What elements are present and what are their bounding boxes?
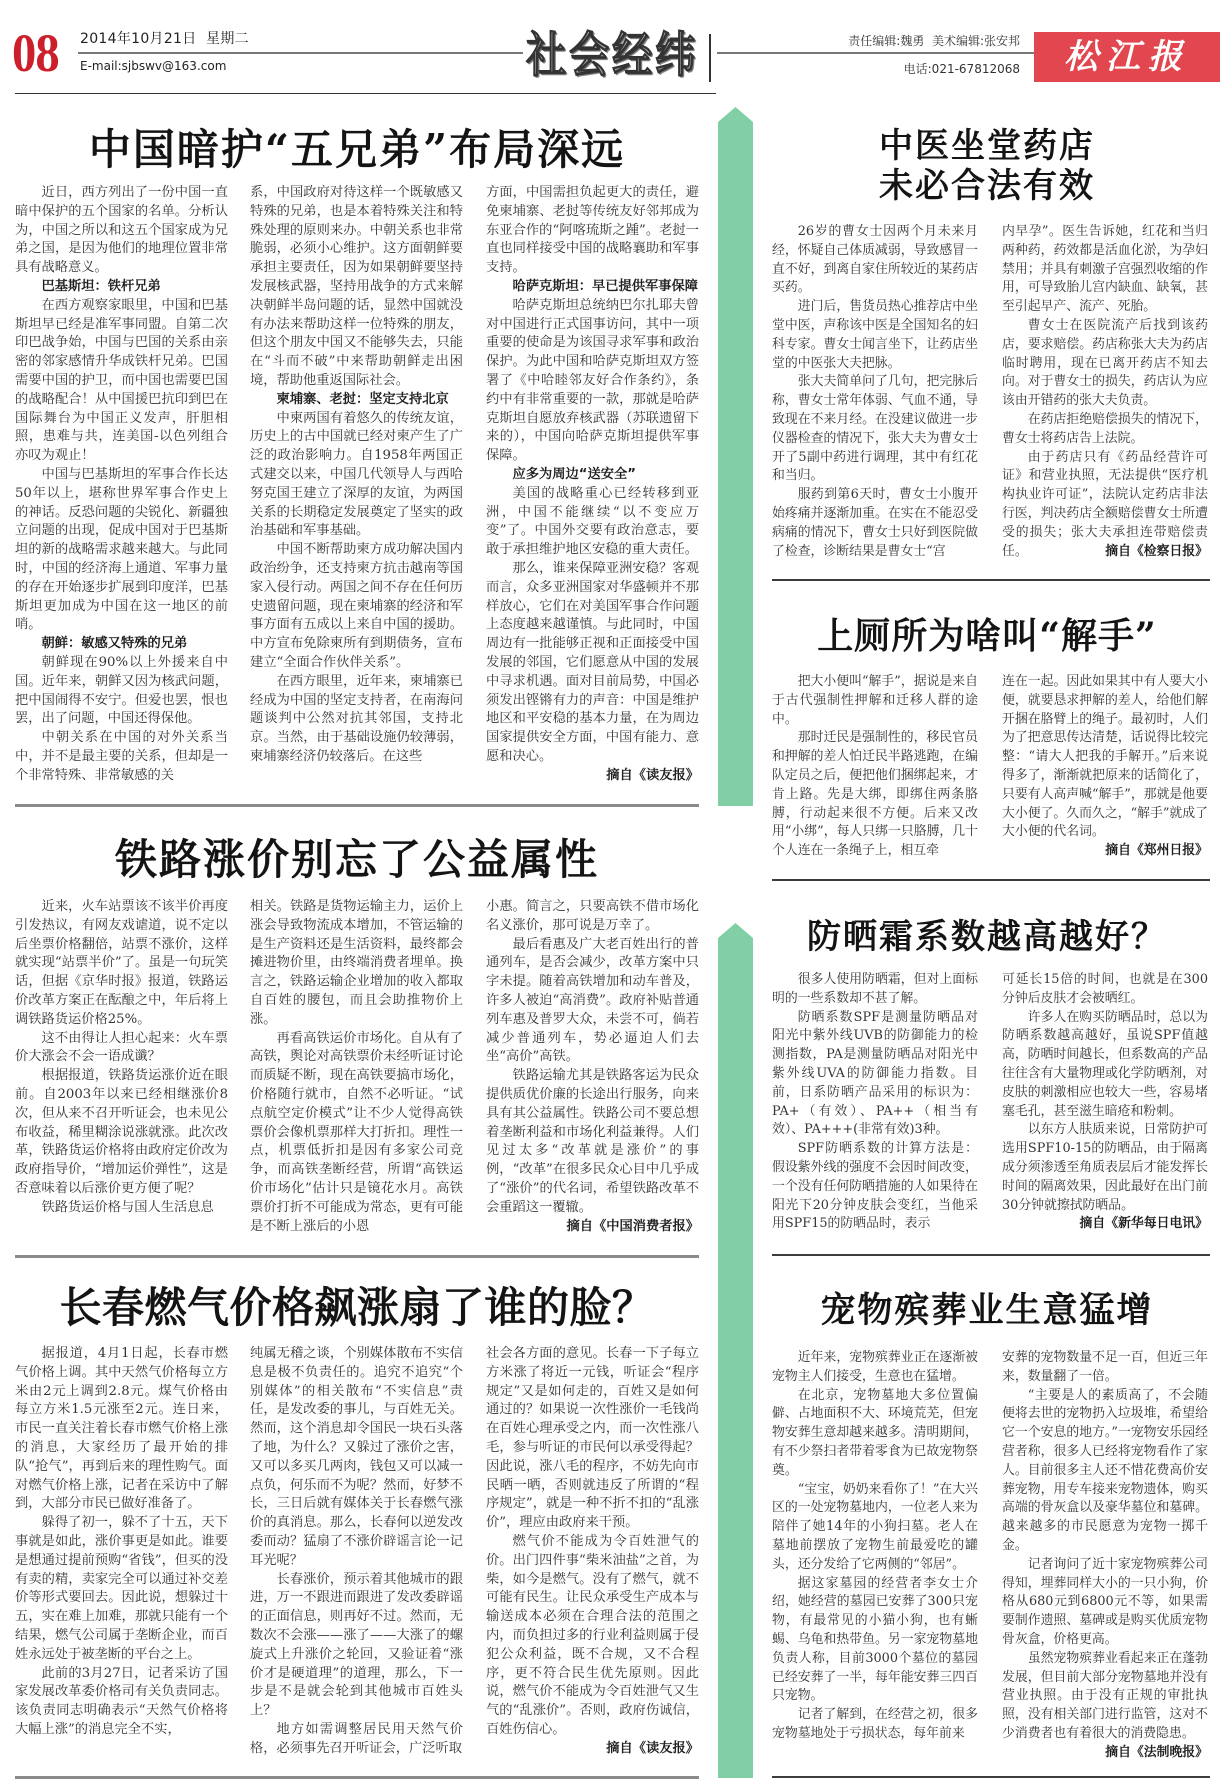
article-source: 摘自《中国消费者报》 (566, 1218, 699, 1234)
paragraph-continued: 相关。铁路是货物运输主力，运价上涨会导致物流成本增加，不管运输的是生产资料还是生活资料，最终都会摊进物价里，由终端消费者埋单。换言之，铁路运输企业增加的收入都取自百姓的腰包，而且会助推物价上涨。 (250, 899, 463, 1027)
article-column (1002, 673, 1208, 861)
section-divider (772, 879, 1210, 881)
paragraph: 记者询问了近十家宠物殡葬公司得知，埋葬同样大小的一只小狗，价格从680元到6800元不等，如果需要制作遗照、墓碑或是购买优质宠物骨灰盒，价格更高。 (1002, 1556, 1208, 1647)
section-divider (15, 1776, 699, 1779)
editors-credit: 责任编辑:魏勇 美术编辑:张安邦 (848, 34, 1020, 48)
paragraph-continued: 方面，中国需担负起更大的责任，避免柬埔寨、老挝等传统友好邻邦成为东亚合作的“阿喀琉斯之踵”。老挝一直也同样接受中国的战略襄助和军事支持。 (486, 185, 699, 276)
paragraph: 在西方观察家眼里，中国和巴基斯坦早已经是准军事同盟。自第二次印巴战争始，中国与巴国的关系由亲密的邻家感情升华成铁杆兄弟。巴国需要中国的护卫，而中国也需要巴国的战略配合！从中国援巴抗印到巴在国际舞台为中国正义发声，肝胆相照，患难与共，连美国-以色列组合亦叹为观止！ (15, 297, 228, 464)
section-divider (772, 1254, 1210, 1256)
paragraph: 26岁的曹女士因两个月未来月经，怀疑自己体质减弱，导致感冒一直不好，到离自家住所较近的某药店买药。 (772, 224, 978, 296)
paragraph: 很多人使用防晒霜，但对上面标明的一些系数却不甚了解。 (772, 972, 978, 1006)
article-source: 摘自《读友报》 (606, 767, 699, 783)
paragraph: 长春涨价，预示着其他城市的跟进，万一不跟进而跟进了发改委辟谣的正面信息，则再好不过。然而，无数次不会涨——涨了——大涨了的螺旋式上升涨价之轮回，又验证着“涨价才是硬道理”的道理，那么，下一步是不是就会轮到其他城市百姓头上？ (250, 1571, 463, 1719)
paragraph: 那时迁民是强制性的，移民官员和押解的差人怕迁民半路逃跑，在编队定员之后，便把他们捆绑起来，才肯上路。先是大绑，即绑住两条胳膊，行动起来很不方便。后来又改用“小绑”，每人只绑一只胳膊，几十个人连在一条绳子上，相互牵 (772, 730, 978, 859)
paragraph: 据这家墓园的经营者李女士介绍，她经营的墓园已安葬了300只宠物，有最常见的小猫小狗，也有蜥蜴、乌龟和热带鱼。另一家宠物墓地负责人称，目前3000个墓位的墓园已经安葬了一半，每年能安葬三四百只宠物。 (772, 1575, 978, 1704)
article-title: 铁路涨价别忘了公益属性 (114, 835, 599, 884)
section-title: 社会经纬 (526, 27, 698, 83)
section-divider (15, 804, 699, 807)
paragraph-continued: 系，中国政府对待这样一个既敏感又特殊的兄弟，也是本着特殊关注和特殊处理的原则来办。中朝关系也非常脆弱，必须小心维护。这方面朝鲜要承担主要责任，因为如果朝鲜要坚持发展核武器，坚持用战争的方式来解决朝鲜半岛问题的话，显然中国就没有办法来帮助这样一位特殊的朋友，但这个朋友中国又不能够失去，只能在“斗而不破”中来帮助朝鲜走出困境，帮助他重返国际社会。 (250, 185, 463, 388)
paragraph: SPF防晒系数的计算方法是：假设紫外线的强度不会因时间改变，一个没有任何防晒措施的人如果待在阳光下20分钟皮肤会变红，当他采用SPF15的防晒品时，表示 (772, 1141, 978, 1232)
paragraph: 曹女士在医院流产后找到该药店，要求赔偿。药店称张大夫为药店临时聘用，现在已离开药店不知去向。对于曹女士的损失，药店认为应该由开错药的张大夫负责。 (1002, 317, 1208, 409)
paragraph: 最后看惠及广大老百姓出行的普通列车，是否会减少，改革方案中只字未提。随着高铁增加和动车普及，许多人被迫“高消费”。政府补贴普通列车惠及普罗大众，未尝不可，倘若减少普通列车，势必逼迫人们去坐“高价”高铁。 (486, 936, 699, 1065)
article-column (772, 673, 978, 861)
paragraph: 虽然宠物殡葬业看起来正在蓬勃发展，但目前大部分宠物墓地并没有营业执照。由于没有正规的审批执照，没有相关部门进行监管，这对不少消费者也有着很大的消费隐患。 (1002, 1650, 1208, 1741)
subheading: 朝鲜：敏感又特殊的兄弟 (41, 636, 188, 652)
article-column (772, 1349, 978, 1744)
masthead-logo: 松江报 (1034, 32, 1220, 82)
paragraph: “主要是人的素质高了，不会随便将去世的宠物扔入垃圾堆，希望给它一个安息的地方。”一宠物安乐园经营者称，很多人已经将宠物看作了家人。目前很多主人还不惜花费高价安葬宠物，用专车接来宠物遗体，购买高端的骨灰盒以及豪华墓位和墓碑。越来越多的市民愿意为宠物一掷千金。 (1002, 1387, 1208, 1553)
subheading: 哈萨克斯坦：早已提供军事保障 (512, 278, 699, 294)
paragraph: 张大夫简单问了几句，把完脉后称，曹女士常年体弱、气血不通，导致现在不来月经。在没建议做进一步仪器检查的情况下，张大夫为曹女士开了5副中药进行调理，其中有红花和当归。 (772, 374, 978, 484)
paragraph: 此前的3月27日，记者采访了国家发展改革委价格司有关负责同志。该负责同志明确表示“天然气价格将大幅上涨”的消息完全不实， (15, 1665, 228, 1737)
paragraph: 在药店拒绝赔偿损失的情况下，曹女士将药店告上法院。 (1002, 411, 1208, 446)
paragraph: 那么，谁来保障亚洲安稳？客观而言，众多亚洲国家对华盛顿并不那样放心，它们在对美国军事合作问题上态度越来越谨慎。与此同时，中国周边有一批能够正视和正面接受中国发展的邻国，它们愿意从中国的发展中寻求机遇。面对目前局势，中国必须发出铿锵有力的声音：中国是维护地区和平安稳的基本力量，在为周边国家提供安全方面，中国有能力、意愿和决心。 (486, 560, 699, 764)
paragraph: 中国不断帮助柬方成功解决国内政治纷争，还支持柬方抗击越南等国家入侵行动。两国之间不存在任何历史遗留问题，现在柬埔寨的经济和军事方面有五成以上来自中国的援助。中方宣布免除柬所有到期债务，宣布建立“全面合作伙伴关系”。 (250, 542, 463, 670)
article-column (250, 1345, 463, 1759)
article-source: 摘自《法制晚报》 (1105, 1744, 1208, 1760)
article-column (250, 184, 463, 767)
paragraph: 地方如需调整居民用天然气价格，必须事先召开听证会，广泛听取 (250, 1721, 463, 1756)
subheading: 柬埔寨、老挝：坚定支持北京 (276, 391, 449, 407)
paragraph: 由于药店只有《药品经营许可证》和营业执照，无法提供“医疗机构执业许可证”，法院认定药店非法行医，判决药店全额赔偿曹女士所遭受的损失；张大夫承担连带赔偿责任。 (1002, 449, 1208, 559)
article-title: 长春燃气价格飙涨扇了谁的脸？ (59, 1283, 655, 1332)
paragraph-continued: 社会各方面的意见。长春一下子每立方米涨了将近一元钱，听证会“程序规定”又是如何走的，百姓又是如何通过的？如果说一次性涨价一毛钱尚在百姓心理承受之内，而一次性涨八毛，参与听证的市民何以承受得起？因此说，涨八毛的程序，不妨先向市民晒一晒，否则就违反了所谓的“程序规定”，就是一种不折不扣的“乱涨价”，理应由政府来干预。 (486, 1346, 699, 1531)
page-number: 08 (12, 23, 59, 83)
paragraph: 躲得了初一，躲不了十五，天下事就是如此，涨价事更是如此。谁要是想通过提前预购“省钱”，但买的没有卖的精，卖家完全可以通过补交差价等形式要回去。因此说，想躲过十五，实在难上加难，那就只能有一个结果，燃气公司属于垄断企业，而百姓永远处于被垄断的平台之上。 (15, 1515, 228, 1662)
paragraph: 根据报道，铁路货运涨价近在眼前。自2003年以来已经相继涨价8次，但从来不召开听证会，也未见公布收益，稀里糊涂说涨就涨。此次改革，铁路货运价格将由政府定价改为政府指导价，“增加运价弹性”，这是否意味着以后涨价更方便了呢？ (15, 1068, 228, 1196)
article-column (486, 184, 699, 786)
issue-date: 2014年10月21日 星期二 (80, 31, 249, 47)
section-divider (772, 1776, 1210, 1778)
section-divider (772, 579, 1210, 581)
paragraph: 朝鲜现在90%以上外援来自中国。近年来，朝鲜又因为核武问题，把中国闹得不安宁。但爱也罢，恨也罢，出了问题，中国还得保他。 (15, 654, 228, 727)
paragraph: 在北京，宠物墓地大多位置偏僻、占地面积不大、环境荒芜，但宠物安葬生意却越来越多。清明期间，有不少祭扫者带着零食为已故宠物祭奠。 (772, 1387, 978, 1478)
article-column (15, 184, 228, 786)
article-source: 摘自《新华每日电讯》 (1079, 1216, 1208, 1232)
paragraph-continued: 安葬的宠物数量不足一百，但近三年来，数量翻了一倍。 (1002, 1350, 1208, 1384)
article-column (1002, 223, 1208, 561)
paragraph: 中国与巴基斯坦的军事合作长达50年以上，堪称世界军事合作史上的神话。反恐问题的尖锐化、新疆独立问题的出现，促成中国对于巴基斯坦的新的战略需求越来越大。与此同时，中国的经济海上通道、军事力量的存在开始逐步扩展到印度洋，巴基斯坦更加成为中国在这一地区的前哨。 (15, 466, 228, 633)
article-column (486, 1345, 699, 1759)
paragraph: 进门后，售货员热心推荐店中坐堂中医，声称该中医是全国知名的妇科专家。曹女士闻言坐下，让药店坐堂的中医张大夫把脉。 (772, 299, 978, 371)
green-arrow-band-bottom (718, 923, 753, 1778)
article-title (767, 126, 1207, 206)
article-column (1002, 971, 1208, 1234)
paragraph: 燃气价不能成为令百姓泄气的价。出门四件事“柴米油盐”之首，为柴，如今是燃气。没有了燃气，就不可能有民生。让民众承受生产成本与输送成本必须在合理合法的范围之内，而负担过多的行业利益则属于侵犯公众利益，既不合规，又不合程序，更不符合民生优先原则。因此说，燃气价不能成为令百姓泄气又生气的“乱涨价”。否则，政府伤诚信，百姓伤信心。 (486, 1533, 699, 1737)
article-column (15, 1345, 228, 1740)
article-title-line: 未必合法有效 (879, 166, 1095, 206)
paragraph: 近来，火车站票该不该半价再度引发热议，有网友戏谑道，说不定以后坐票价格翻倍，站票不涨价，这样就实现“站票半价”了。虽是一句玩笑话，但据《京华时报》报道，铁路运价改革方案正在酝酿之中，年后将上调铁路货运价格25%。 (15, 899, 228, 1027)
article-title-line: 中医坐堂药店 (879, 126, 1095, 166)
paragraph: 防晒系数SPF是测量防晒品对阳光中紫外线UVB的防御能力的检测指数，PA是测量防晒品对阳光中紫外线UVA的防御能力指数。目前，日系防晒产品采用的标识为：PA+（有效）、PA++（相当有效）、PA+++(非常有效)3种。 (772, 1009, 978, 1138)
paragraph: 在西方眼里，近年来，柬埔寨已经成为中国的坚定支持者，在南海问题谈判中公然对抗其邻国，支持北京。当然，由于基础设施仍较薄弱，柬埔寨经济仍较落后。在这些 (250, 673, 463, 764)
paragraph: 中朝关系在中国的对外关系当中，并不是最主要的关系，但却是一个非常特殊、非常敏感的关 (15, 730, 228, 783)
header-divider (709, 34, 711, 82)
paragraph-continued: 内早孕”。医生告诉她，红花和当归两种药，药效都是活血化淤，为孕妇禁用；并具有刺激子宫强烈收缩的作用，可导致胎儿宫内缺血、缺氧，甚至引起早产、流产、死胎。 (1002, 224, 1208, 315)
paragraph-continued: 小惠。简言之，只要高铁不借市场化名义涨价，那可说是万幸了。 (486, 899, 699, 933)
header-rule-left (78, 52, 523, 54)
article-title: 上厕所为啥叫“解手” (817, 615, 1157, 657)
paragraph: 这不由得让人担心起来：火车票价大涨会不会一语成谶？ (15, 1030, 228, 1065)
subheading: 巴基斯坦：铁杆兄弟 (41, 278, 161, 294)
paragraph: 再看高铁运价市场化。自从有了高铁，舆论对高铁票价未经听证讨论而质疑不断，现在高铁要搞市场化，价格随行就市，自然不必听证。“试点航空定价模式”让不少人觉得高铁票价会像机票那样大打折扣。理性一点，机票低折扣是因有多家公司竞争，而高铁垄断经营，所谓“高铁运价市场化”估计只是镜花水月。高铁票价打折不可能成为常态，更有可能是不断上涨后的小恩 (250, 1030, 463, 1234)
paragraph: 近年来，宠物殡葬业正在逐渐被宠物主人们接受，生意也在猛增。 (772, 1350, 978, 1384)
paragraph-continued: 纯属无稽之谈，个别媒体散布不实信息是极不负责任的。追究不追究“个别媒体”的相关散布“不实信息”责任，是发改委的事儿，与百姓无关。然而，这个消息却令国民一块石头落了地，为什么？又躲过了涨价之害，又可以多买几两肉，钱包又可以减一点负，何乐而不为呢？然而，好梦不长，三日后就有媒体关于长春燃气涨价的真消息。那么，长春何以逆发改委而动？猛扇了不涨价辟谣言论一记耳光呢？ (250, 1346, 463, 1568)
article-title: 防晒霜系数越高越好？ (807, 917, 1167, 957)
paragraph: 把大小便叫“解手”，据说是来自于古代强制性押解和迁移人群的途中。 (772, 674, 978, 727)
paragraph: 近日，西方列出了一份中国一直暗中保护的五个国家的名单。分析认为，中国之所以和这五个国家成为兄弟之国，是因为他们的地理位置非常具有战略意义。 (15, 185, 228, 276)
article-column (15, 898, 228, 1218)
paragraph-continued: 可延长15倍的时间，也就是在300分钟后皮肤才会被晒红。 (1002, 972, 1208, 1006)
article-source: 摘自《郑州日报》 (1105, 843, 1208, 859)
contact-email: E-mail:sjbswv@163.com (80, 59, 227, 73)
paragraph: 美国的战略重心已经转移到亚洲，中国不能继续“以不变应万变”了。中国外交要有政治意志，要敢于承担维护地区安稳的重大责任。 (486, 485, 699, 558)
article-column (486, 898, 699, 1236)
paragraph: 据报道，4月1日起，长春市燃气价格上调。其中天然气价格每立方米由2元上调到2.8元。煤气价格由每立方米1.5元涨至2元。连日来，市民一直关注着长春市燃气价格上涨的消息，大家经历了最开始的排队“抢气”，再到后来的理性购气。面对燃气价格上涨，记者在采访中了解到，大部分市民已做好准备了。 (15, 1346, 228, 1512)
article-column (772, 223, 978, 561)
article-title: 中国暗护“五兄弟”布局深远 (88, 125, 626, 174)
green-arrow-band-top (718, 107, 753, 806)
paragraph: 服药到第6天时，曹女士小腹开始疼痛并逐渐加重。在实在不能忍受病痛的情况下，曹女士只好到医院做了检查，诊断结果是曹女士“宫 (772, 487, 978, 559)
article-source: 摘自《检察日报》 (1105, 543, 1208, 559)
header-bottom-rule (15, 93, 716, 94)
paragraph: 中柬两国有着悠久的传统友谊，历史上的古中国就已经对柬产生了广泛的政治影响力。自1958年两国正式建交以来，中国几代领导人与西哈努克国王建立了深厚的友谊，为两国关系的长期稳定发展奠定了坚实的政治基础和军事基础。 (250, 410, 463, 539)
article-column (250, 898, 463, 1236)
paragraph: 铁路货运价格与国人生活息息 (41, 1199, 214, 1215)
paragraph: 铁路运输尤其是铁路客运为民众提供质优价廉的长途出行服务，向来具有其公益属性。铁路公司不要总想着垄断利益和市场化利益兼得。人们见过太多“改革就是涨价”的事例，“改革”在很多民众心目中几乎成了“涨价”的代名词，希望铁路改革不会重蹈这一覆辙。 (486, 1068, 699, 1215)
article-column (1002, 1349, 1208, 1763)
article-column (772, 971, 978, 1234)
contact-phone: 电话:021-67812068 (903, 62, 1020, 76)
subheading: 应多为周边“送安全” (512, 466, 636, 482)
paragraph: 许多人在购买防晒品时，总以为防晒系数越高越好，虽说SPF值越高，防晒时间越长，但系数高的产品往往含有大量物理或化学防晒剂，对皮肤的刺激相应也较大一些，容易堵塞毛孔，甚至滋生暗疮和粉刺。 (1002, 1009, 1208, 1119)
article-source: 摘自《读友报》 (606, 1740, 699, 1756)
paragraph: 以东方人肤质来说，日常防护可选用SPF10-15的防晒品，由于隔离成分须渗透至角质表层后才能发挥长时间的隔离效果，因此最好在出门前30分钟就擦拭防晒品。 (1002, 1122, 1208, 1213)
paragraph-continued: 连在一起。因此如果其中有人要大小便，就要恳求押解的差人，给他们解开捆在胳臂上的绳子。最初时，人们为了把意思传达清楚，话说得比较完整：“请大人把我的手解开。”后来说得多了，渐渐就把原来的话简化了，只要有人高声喊“解手”，那就是他要大小便了。久而久之，“解手”就成了大小便的代名词。 (1002, 674, 1208, 840)
paragraph: 哈萨克斯坦总统纳巴尔扎耶夫曾对中国进行正式国事访问，其中一项重要的使命是为该国寻求军事和政治保护。为此中国和哈萨克斯坦双方签署了《中哈睦邻友好合作条约》，条约中有非常重要的一款，那就是哈萨克斯坦自愿放弃核武器（苏联遗留下来的），中国向哈萨克斯坦提供军事保障。 (486, 297, 699, 464)
header-rule-right (717, 52, 1034, 54)
article-title: 宠物殡葬业生意猛增 (820, 1290, 1154, 1331)
paragraph: 记者了解到，在经营之初，很多宠物墓地处于亏损状态，每年前来 (772, 1707, 978, 1741)
section-divider (15, 1255, 699, 1258)
paragraph: “宝宝，奶奶来看你了！”在大兴区的一处宠物墓地内，一位老人来为陪伴了她14年的小狗扫墓。老人在墓地前摆放了宠物生前最爱吃的罐头，还分发给了它两侧的“邻居”。 (772, 1481, 978, 1572)
